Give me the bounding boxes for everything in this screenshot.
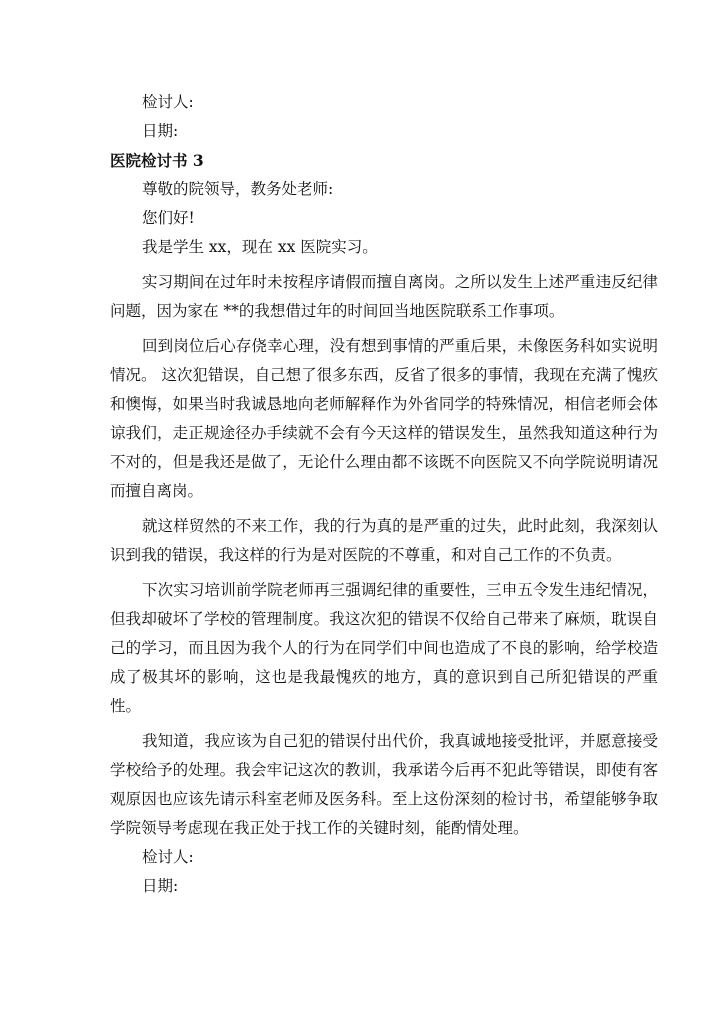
paragraph-2: 回到岗位后心存侥幸心理，没有想到事情的严重后果，未像医务科如实说明情况。 这次犯错误，自己想了很多东西，反省了很多的事情，我现在充满了愧疚和懊悔，如果当时我诚恳地向老师解释作为外省同学的特殊情况，相信老师会体谅我们，走正规途径办手续就不会有今天这样的错误发生，虽然我知道这种行为不对的，但是我还是做了，无论什么理由都不该既不向医院又不向学院说明请况而擅自离岗。 xyxy=(110,337,658,500)
paragraph-5: 我知道，我应该为自己犯的错误付出代价，我真诚地接受批评，并愿意接受学校给予的处理。我会牢记这次的教训，我承诺今后再不犯此等错误，即使有客观原因也应该先请示科室老师及医务科。至上这份深刻的检讨书，希望能够争取学院领导考虑现在我正处于找工作的关键时刻，能酌情处理。 xyxy=(110,732,658,837)
section-title: 医院检讨书 3 xyxy=(110,151,204,170)
greeting: 您们好! xyxy=(142,209,195,227)
bottom-date-label: 日期: xyxy=(142,877,179,895)
intro-line: 我是学生 xx，现在 xx 医院实习。 xyxy=(142,238,378,256)
top-signer-label: 检讨人: xyxy=(142,93,194,111)
paragraph-4: 下次实习培训前学院老师再三强调纪律的重要性，三申五令发生违纪情况，但我却破坏了学校的管理制度。我这次犯的错误不仅给自己带来了麻烦，耽误自己的学习，而且因为我个人的行为在同学们中间也造成了不良的影响，给学校造成了极其坏的影响，这也是我最愧疚的地方，真的意识到自己所犯错误的严重性。 xyxy=(110,581,658,715)
paragraph-3: 就这样贸然的不来工作，我的行为真的是严重的过失，此时此刻，我深刻认识到我的错误，我这样的行为是对医院的不尊重，和对自己工作的不负责。 xyxy=(110,517,658,564)
salutation: 尊敬的院领导，教务处老师: xyxy=(142,180,334,198)
top-date-label: 日期: xyxy=(142,122,179,140)
document-body xyxy=(110,88,658,901)
paragraph-1: 实习期间在过年时未按程序请假而擅自离岗。之所以发生上述严重违反纪律问题，因为家在 **的我想借过年的时间回当地医院联系工作事项。 xyxy=(110,273,658,320)
bottom-signer-label: 检讨人: xyxy=(142,848,194,866)
